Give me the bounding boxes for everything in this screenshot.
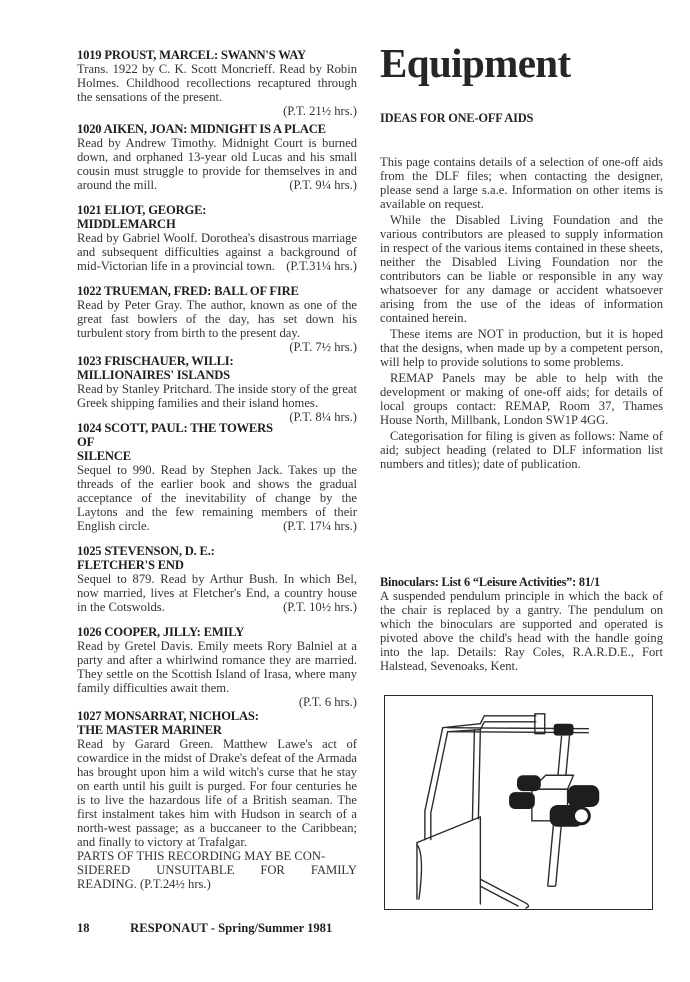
- warning-line2: [77, 863, 357, 877]
- entry-description: Trans. 1922 by C. K. Scott Moncrieff. Read by Robin Holmes. Childhood recollections recaptured through the sensations of the present.: [77, 62, 357, 104]
- entry-description: [77, 382, 357, 424]
- entry-description: Read by Peter Gray. The author, known as one of the great fast bowlers of the day, has set down his turbulent story from birth to the present day.: [77, 298, 357, 340]
- entry-description-text: Read by Gabriel Woolf. Dorothea's disastrous marriage and subsequent difficulties against a background of mid-Victorian life in a provincial town.: [77, 231, 357, 273]
- playing-time: (P.T. 17¼ hrs.): [283, 519, 357, 533]
- catalogue-entry-1027: [77, 709, 357, 891]
- catalogue-entry-1026: [77, 625, 357, 709]
- warning-line3: [77, 877, 357, 891]
- entry-title-line2: MIDDLEMARCH: [77, 217, 176, 231]
- entry-description: [77, 136, 357, 192]
- page-number: 18: [77, 921, 90, 935]
- disclaimer-paragraph: While the Disabled Living Foundation and the various contributors are pleased to supply information in respect of the various items contained in these sheets, neither the Disabled Living Foundation nor the contributors can be liable or responsible in any way whatsoever for any damage or accident whatsoever arising from the use of the ideas of information contained herein.: [380, 213, 663, 325]
- entry-title: 1022 TRUEMAN, FRED: BALL OF FIRE: [77, 284, 299, 298]
- playing-time: (P.T. 9¼ hrs.): [289, 178, 357, 192]
- publication-title: RESPONAUT - Spring/Summer 1981: [130, 921, 333, 935]
- warning-line3-text: READING.: [77, 877, 137, 891]
- aid-description: A suspended pendulum principle in which the back of the chair is replaced by a gantry. The pendulum on which the binoculars are supported and operated is pivoted above the child's head with the handle going into the lap. Details: Ray Coles, R.A.R.D.E., Fort Halstead, Sevenoaks, Kent.: [380, 589, 663, 673]
- catalogue-entry-1024: [77, 421, 357, 533]
- entry-description: [77, 231, 357, 273]
- section-subheading: IDEAS FOR ONE-OFF AIDS: [380, 111, 534, 125]
- playing-time: (P.T. 6 hrs.): [298, 695, 357, 709]
- catalogue-entry-1022: [77, 284, 357, 354]
- entry-title-line2: SILENCE: [77, 449, 131, 463]
- entry-title-line2: THE MASTER MARINER: [77, 723, 222, 737]
- catalogue-column: [77, 48, 357, 891]
- warning-line1: PARTS OF THIS RECORDING MAY BE CON-: [77, 849, 326, 863]
- remap-contact-paragraph: REMAP Panels may be able to help with the development or making of one-off aids; for details of local groups contact: REMAP, Room 37, Thames House North, Millbank, London SW1P 4GG.: [380, 371, 663, 427]
- playing-time: (P.T. 8¼ hrs.): [289, 410, 357, 424]
- entry-title: 1020 AIKEN, JOAN: MIDNIGHT IS A PLACE: [77, 122, 326, 136]
- entry-description: [77, 572, 357, 614]
- playing-time: (P.T.31¼ hrs.): [286, 259, 357, 273]
- entry-title-line1: 1024 SCOTT, PAUL: THE TOWERS OF: [77, 421, 273, 449]
- playing-time: (P.T. 7½ hrs.): [289, 340, 357, 354]
- entry-title-line2: FLETCHER'S END: [77, 558, 184, 572]
- entry-description-text: Read by Andrew Timothy. Midnight Court is burned down, and orphaned 13-year old Lucas and his small cousin must struggle to provide for themselves in and around the mill.: [77, 136, 357, 192]
- entry-description-text: Sequel to 990. Read by Stephen Jack. Takes up the threads of the earlier book and shows the gradual acceptance of the inevitability of change by the Laytons and the few remaining members of their English circle.: [77, 463, 357, 533]
- warning-word: FAMILY: [310, 863, 357, 877]
- aid-entry-binoculars: [380, 575, 663, 673]
- entry-title-line1: 1021 ELIOT, GEORGE:: [77, 203, 207, 217]
- content-warning: [77, 849, 357, 891]
- entry-description-text: Read by Stanley Pritchard. The inside story of the great Greek shipping families and their island homes.: [77, 382, 357, 410]
- aid-title: Binoculars: List 6 “Leisure Activities”: 81/1: [380, 575, 600, 589]
- entry-description: [77, 463, 357, 533]
- equipment-column: [380, 40, 663, 473]
- entry-description-text: Sequel to 879. Read by Arthur Bush. In which Bel, now married, lives at Fletcher's End, a country house in the Cotswolds.: [77, 572, 357, 614]
- entry-title-line1: 1025 STEVENSON, D. E.:: [77, 544, 215, 558]
- binoculars-gantry-illustration: [384, 695, 653, 910]
- entry-title: 1026 COOPER, JILLY: EMILY: [77, 625, 245, 639]
- page-footer: [77, 921, 367, 936]
- entry-title-line1: 1027 MONSARRAT, NICHOLAS:: [77, 709, 259, 723]
- catalogue-entry-1021: [77, 203, 357, 273]
- warning-word: UNSUITABLE: [156, 863, 235, 877]
- intro-paragraph: This page contains details of a selection of one-off aids from the DLF files; when contacting the designer, please send a large s.a.e. Information on other items is available on request.: [380, 155, 663, 211]
- playing-time: (P.T.24½ hrs.): [139, 877, 211, 891]
- catalogue-entry-1025: [77, 544, 357, 614]
- catalogue-entry-1019: [77, 48, 357, 118]
- playing-time: (P.T. 10½ hrs.): [283, 600, 357, 614]
- entry-title: 1019 PROUST, MARCEL: SWANN'S WAY: [77, 48, 306, 62]
- categorisation-paragraph: Categorisation for filing is given as follows: Name of aid; subject heading (related to DLF information list numbers and titles); date of publication.: [380, 429, 663, 471]
- catalogue-entry-1020: [77, 122, 357, 192]
- warning-word: FOR: [260, 863, 285, 877]
- warning-word: SIDERED: [77, 863, 131, 877]
- entry-description: Read by Gretel Davis. Emily meets Rory Balniel at a party and after a whirlwind romance they are married. They settle on the Scottish Island of Irasa, where many family difficulties await them.: [77, 639, 357, 695]
- catalogue-entry-1023: [77, 354, 357, 424]
- entry-title-line1: 1023 FRISCHAUER, WILLI:: [77, 354, 234, 368]
- playing-time: (P.T. 21½ hrs.): [283, 104, 357, 118]
- entry-description: Read by Garard Green. Matthew Lawe's act of cowardice in the midst of Drake's defeat of the Armada has brought upon him a wild witch's curse that he stay on earth until his guilt is purged. For four centuries he is to live the hazardous life of a British seaman. The first instalment takes him with Hudson in search of a north-west passage; as a buccaneer to the Caribbean; and finally to victory at Trafalgar.: [77, 737, 357, 849]
- gantry-drawing-icon: [385, 696, 652, 909]
- page-title: Equipment: [380, 40, 571, 86]
- intro-text: [380, 155, 663, 471]
- entry-title-line2: MILLIONAIRES' ISLANDS: [77, 368, 230, 382]
- production-note-paragraph: These items are NOT in production, but it is hoped that the designs, when made up by a competent person, will help to provide solutions to some problems.: [380, 327, 663, 369]
